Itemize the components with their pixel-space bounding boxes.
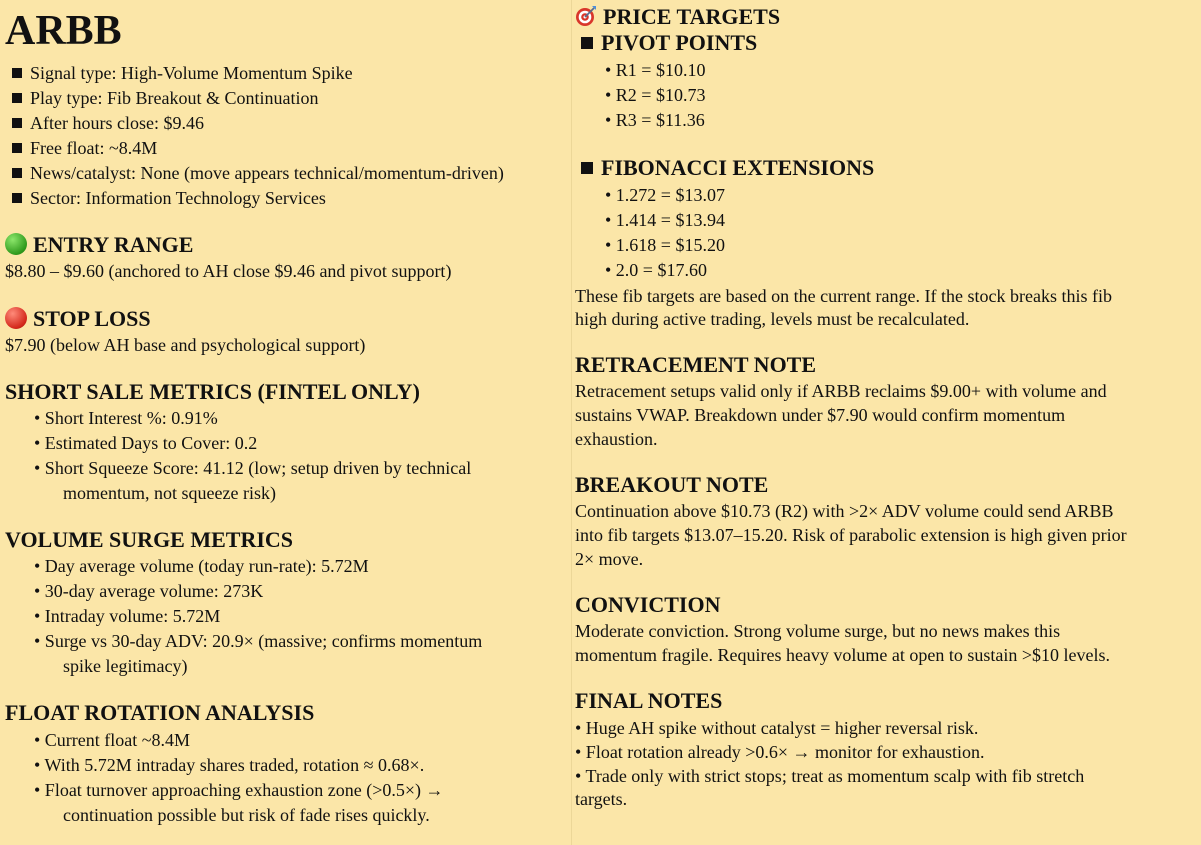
stop-loss-text: $7.90 (below AH base and psychological support): [5, 335, 366, 355]
list-item: • Short Interest %: 0.91%: [34, 408, 218, 428]
stop-loss-heading: STOP LOSS: [5, 307, 151, 331]
right-column: [572, 0, 1201, 845]
green-circle-icon: [5, 233, 27, 255]
list-item: • 1.414 = $13.94: [605, 210, 725, 230]
list-item: • R2 = $10.73: [605, 85, 706, 105]
square-bullet-icon: [581, 162, 593, 174]
conviction-heading: CONVICTION: [575, 592, 721, 617]
summary-item: After hours close: $9.46: [12, 111, 204, 135]
paragraph-line: into fib targets $13.07–15.20. Risk of parabolic extension is high given prior: [575, 525, 1127, 545]
list-item: • Float turnover approaching exhaustion zone (>0.5×) →: [34, 780, 444, 800]
list-item-continuation: momentum, not squeeze risk): [63, 483, 276, 503]
list-item: • With 5.72M intraday shares traded, rotation ≈ 0.68×.: [34, 755, 425, 775]
square-bullet-icon: [581, 37, 593, 49]
final-notes-heading: FINAL NOTES: [575, 688, 723, 713]
entry-range-text: $8.80 – $9.60 (anchored to AH close $9.46 and pivot support): [5, 261, 452, 281]
paragraph-line: • Float rotation already >0.6× → monitor for exhaustion.: [575, 742, 985, 762]
paragraph-line: sustains VWAP. Breakdown under $7.90 would confirm momentum: [575, 405, 1066, 425]
summary-item: Sector: Information Technology Services: [12, 186, 326, 210]
list-item: • 2.0 = $17.60: [605, 260, 707, 280]
list-item-continuation: continuation possible but risk of fade rises quickly.: [63, 805, 430, 825]
paragraph-line: momentum fragile. Requires heavy volume at open to sustain >$10 levels.: [575, 645, 1111, 665]
square-bullet-icon: [12, 118, 22, 128]
square-bullet-icon: [12, 143, 22, 153]
paragraph-line: exhaustion.: [575, 429, 658, 449]
square-bullet-icon: [12, 68, 22, 78]
list-item: • Intraday volume: 5.72M: [34, 606, 221, 626]
list-item: • 1.618 = $15.20: [605, 235, 725, 255]
short-sale-heading: SHORT SALE METRICS (FINTEL ONLY): [5, 379, 420, 404]
price-targets-heading: PRICE TARGETS: [575, 5, 780, 29]
paragraph-line: • Trade only with strict stops; treat as momentum scalp with fib stretch: [575, 766, 1085, 786]
direct-hit-target-icon: [575, 5, 597, 27]
square-bullet-icon: [12, 193, 22, 203]
volume-surge-heading: VOLUME SURGE METRICS: [5, 527, 294, 552]
list-item: • Day average volume (today run-rate): 5.72M: [34, 556, 369, 576]
list-item: • 30-day average volume: 273K: [34, 581, 264, 601]
list-item: • 1.272 = $13.07: [605, 185, 725, 205]
entry-range-heading: ENTRY RANGE: [5, 233, 193, 257]
summary-item: Signal type: High-Volume Momentum Spike: [12, 61, 353, 85]
summary-item: News/catalyst: None (move appears technical/momentum-driven): [12, 161, 504, 185]
list-item: • R3 = $11.36: [605, 110, 705, 130]
paragraph-line: 2× move.: [575, 549, 644, 569]
paragraph-line: Moderate conviction. Strong volume surge, but no news makes this: [575, 621, 1061, 641]
fib-note-line: high during active trading, levels must be recalculated.: [575, 309, 970, 329]
list-item: • Short Squeeze Score: 41.12 (low; setup driven by technical: [34, 458, 472, 478]
list-item-continuation: spike legitimacy): [63, 656, 188, 676]
paragraph-line: targets.: [575, 789, 628, 809]
float-rotation-heading: FLOAT ROTATION ANALYSIS: [5, 700, 315, 725]
red-circle-icon: [5, 307, 27, 329]
retracement-heading: RETRACEMENT NOTE: [575, 352, 817, 377]
list-item: • Estimated Days to Cover: 0.2: [34, 433, 258, 453]
list-item: • R1 = $10.10: [605, 60, 706, 80]
square-bullet-icon: [12, 93, 22, 103]
paragraph-line: Retracement setups valid only if ARBB reclaims $9.00+ with volume and: [575, 381, 1107, 401]
fib-note-line: These fib targets are based on the current range. If the stock breaks this fib: [575, 286, 1112, 306]
summary-item: Play type: Fib Breakout & Continuation: [12, 86, 318, 110]
list-item: • Surge vs 30-day ADV: 20.9× (massive; confirms momentum: [34, 631, 483, 651]
pivot-points-heading: PIVOT POINTS: [581, 31, 757, 55]
summary-item: Free float: ~8.4M: [12, 136, 157, 160]
ticker-title: ARBB: [5, 8, 122, 54]
square-bullet-icon: [12, 168, 22, 178]
list-item: • Current float ~8.4M: [34, 730, 191, 750]
paragraph-line: • Huge AH spike without catalyst = higher reversal risk.: [575, 718, 979, 738]
breakout-heading: BREAKOUT NOTE: [575, 472, 769, 497]
paragraph-line: Continuation above $10.73 (R2) with >2× ADV volume could send ARBB: [575, 501, 1114, 521]
fibonacci-heading: FIBONACCI EXTENSIONS: [581, 156, 874, 180]
left-column: [0, 0, 572, 845]
